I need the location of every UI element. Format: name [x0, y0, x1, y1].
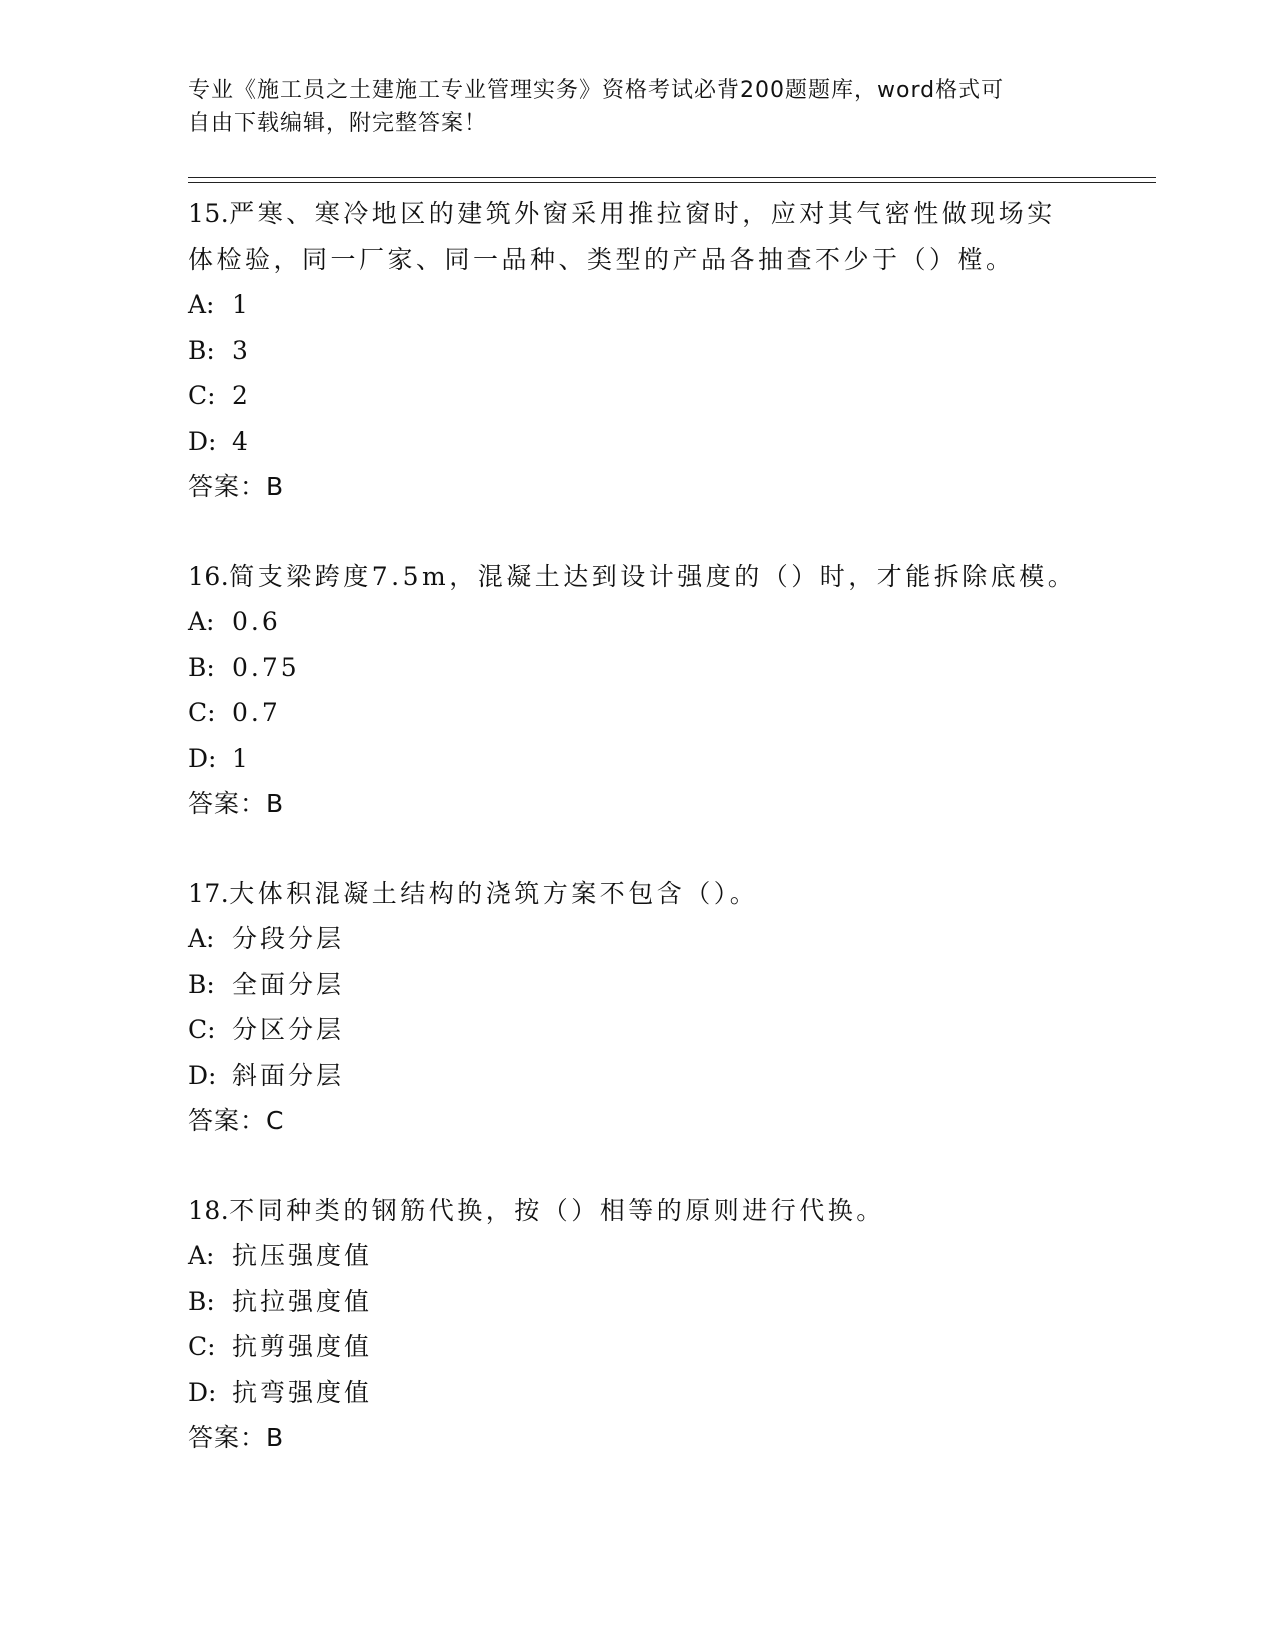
question-gap	[188, 509, 1088, 553]
question-number: 18.	[188, 1196, 230, 1225]
option-d	[188, 736, 1088, 782]
question-stem	[188, 190, 1088, 236]
option-letter: C:	[188, 381, 216, 410]
option-letter: D:	[188, 1060, 217, 1090]
question-stem-line-1: 简支梁跨度7.5m，混凝土达到设计强度的（）时，才能拆除底模。	[229, 562, 1077, 591]
option-letter: D:	[188, 743, 217, 773]
question-number: 17.	[188, 879, 230, 908]
option-letter: B:	[188, 1286, 215, 1316]
rule-line-top	[188, 177, 1156, 178]
question-list	[188, 190, 1088, 1460]
option-text: 1	[232, 290, 251, 319]
option-text: 抗拉强度值	[232, 1286, 373, 1316]
answer-line: 答案：B	[188, 789, 285, 818]
document-header	[188, 74, 1068, 140]
option-text: 抗压强度值	[232, 1241, 373, 1270]
answer-line: 答案：C	[188, 1106, 285, 1135]
option-a	[188, 282, 1088, 328]
question-number: 16.	[188, 562, 230, 591]
option-a	[188, 599, 1088, 645]
rule-line-bottom	[188, 182, 1156, 183]
option-b	[188, 645, 1088, 691]
option-c	[188, 373, 1088, 419]
header-line-1: 专业《施工员之土建施工专业管理实务》资格考试必背200题题库，word格式可	[188, 78, 1005, 103]
question-stem	[188, 1187, 1088, 1233]
option-b	[188, 328, 1088, 374]
question-stem-line-1: 严寒、寒冷地区的建筑外窗采用推拉窗时，应对其气密性做现场实	[229, 199, 1056, 228]
option-letter: C:	[188, 1332, 216, 1361]
option-c	[188, 1324, 1088, 1370]
option-text: 4	[232, 426, 251, 456]
option-text: 分段分层	[232, 924, 345, 953]
option-text: 斜面分层	[232, 1060, 345, 1090]
option-letter: A:	[188, 607, 215, 636]
option-letter: A:	[188, 924, 215, 953]
answer-line: 答案：B	[188, 472, 285, 501]
header-line-2: 自由下载编辑，附完整答案！	[188, 111, 488, 136]
question-stem-line-1: 不同种类的钢筋代换，按（）相等的原则进行代换。	[229, 1196, 885, 1225]
question-number: 15.	[188, 199, 230, 228]
question-18	[188, 1187, 1088, 1460]
option-a	[188, 916, 1088, 962]
question-17	[188, 870, 1088, 1143]
option-text: 3	[232, 335, 251, 365]
option-c	[188, 690, 1088, 736]
option-text: 0.6	[232, 607, 281, 636]
option-text: 0.75	[232, 652, 300, 682]
question-15	[188, 190, 1088, 509]
option-text: 全面分层	[232, 969, 345, 999]
option-text: 2	[232, 381, 251, 410]
option-text: 抗剪强度值	[232, 1332, 373, 1361]
question-gap	[188, 826, 1088, 870]
question-gap	[188, 1143, 1088, 1187]
answer-line: 答案：B	[188, 1423, 285, 1452]
option-letter: A:	[188, 290, 215, 319]
option-letter: B:	[188, 652, 215, 682]
question-stem	[188, 870, 1088, 916]
question-stem	[188, 553, 1088, 599]
option-letter: C:	[188, 698, 216, 727]
option-a	[188, 1233, 1088, 1279]
option-text: 分区分层	[232, 1015, 345, 1044]
option-text: 0.7	[232, 698, 281, 727]
option-d	[188, 1370, 1088, 1416]
option-letter: B:	[188, 335, 215, 365]
option-letter: A:	[188, 1241, 215, 1270]
option-letter: D:	[188, 426, 217, 456]
question-stem-line-1: 大体积混凝土结构的浇筑方案不包含（）。	[229, 879, 759, 908]
option-letter: D:	[188, 1377, 217, 1407]
header-double-rule	[188, 177, 1156, 183]
option-b	[188, 962, 1088, 1008]
option-text: 1	[232, 743, 251, 773]
option-d	[188, 419, 1088, 465]
option-c	[188, 1007, 1088, 1053]
option-letter: B:	[188, 969, 215, 999]
option-text: 抗弯强度值	[232, 1377, 373, 1407]
option-letter: C:	[188, 1015, 216, 1044]
question-16	[188, 553, 1088, 826]
question-stem-line-2: 体检验，同一厂家、同一品种、类型的产品各抽查不少于（）樘。	[188, 245, 1015, 274]
option-b	[188, 1279, 1088, 1325]
option-d	[188, 1053, 1088, 1099]
